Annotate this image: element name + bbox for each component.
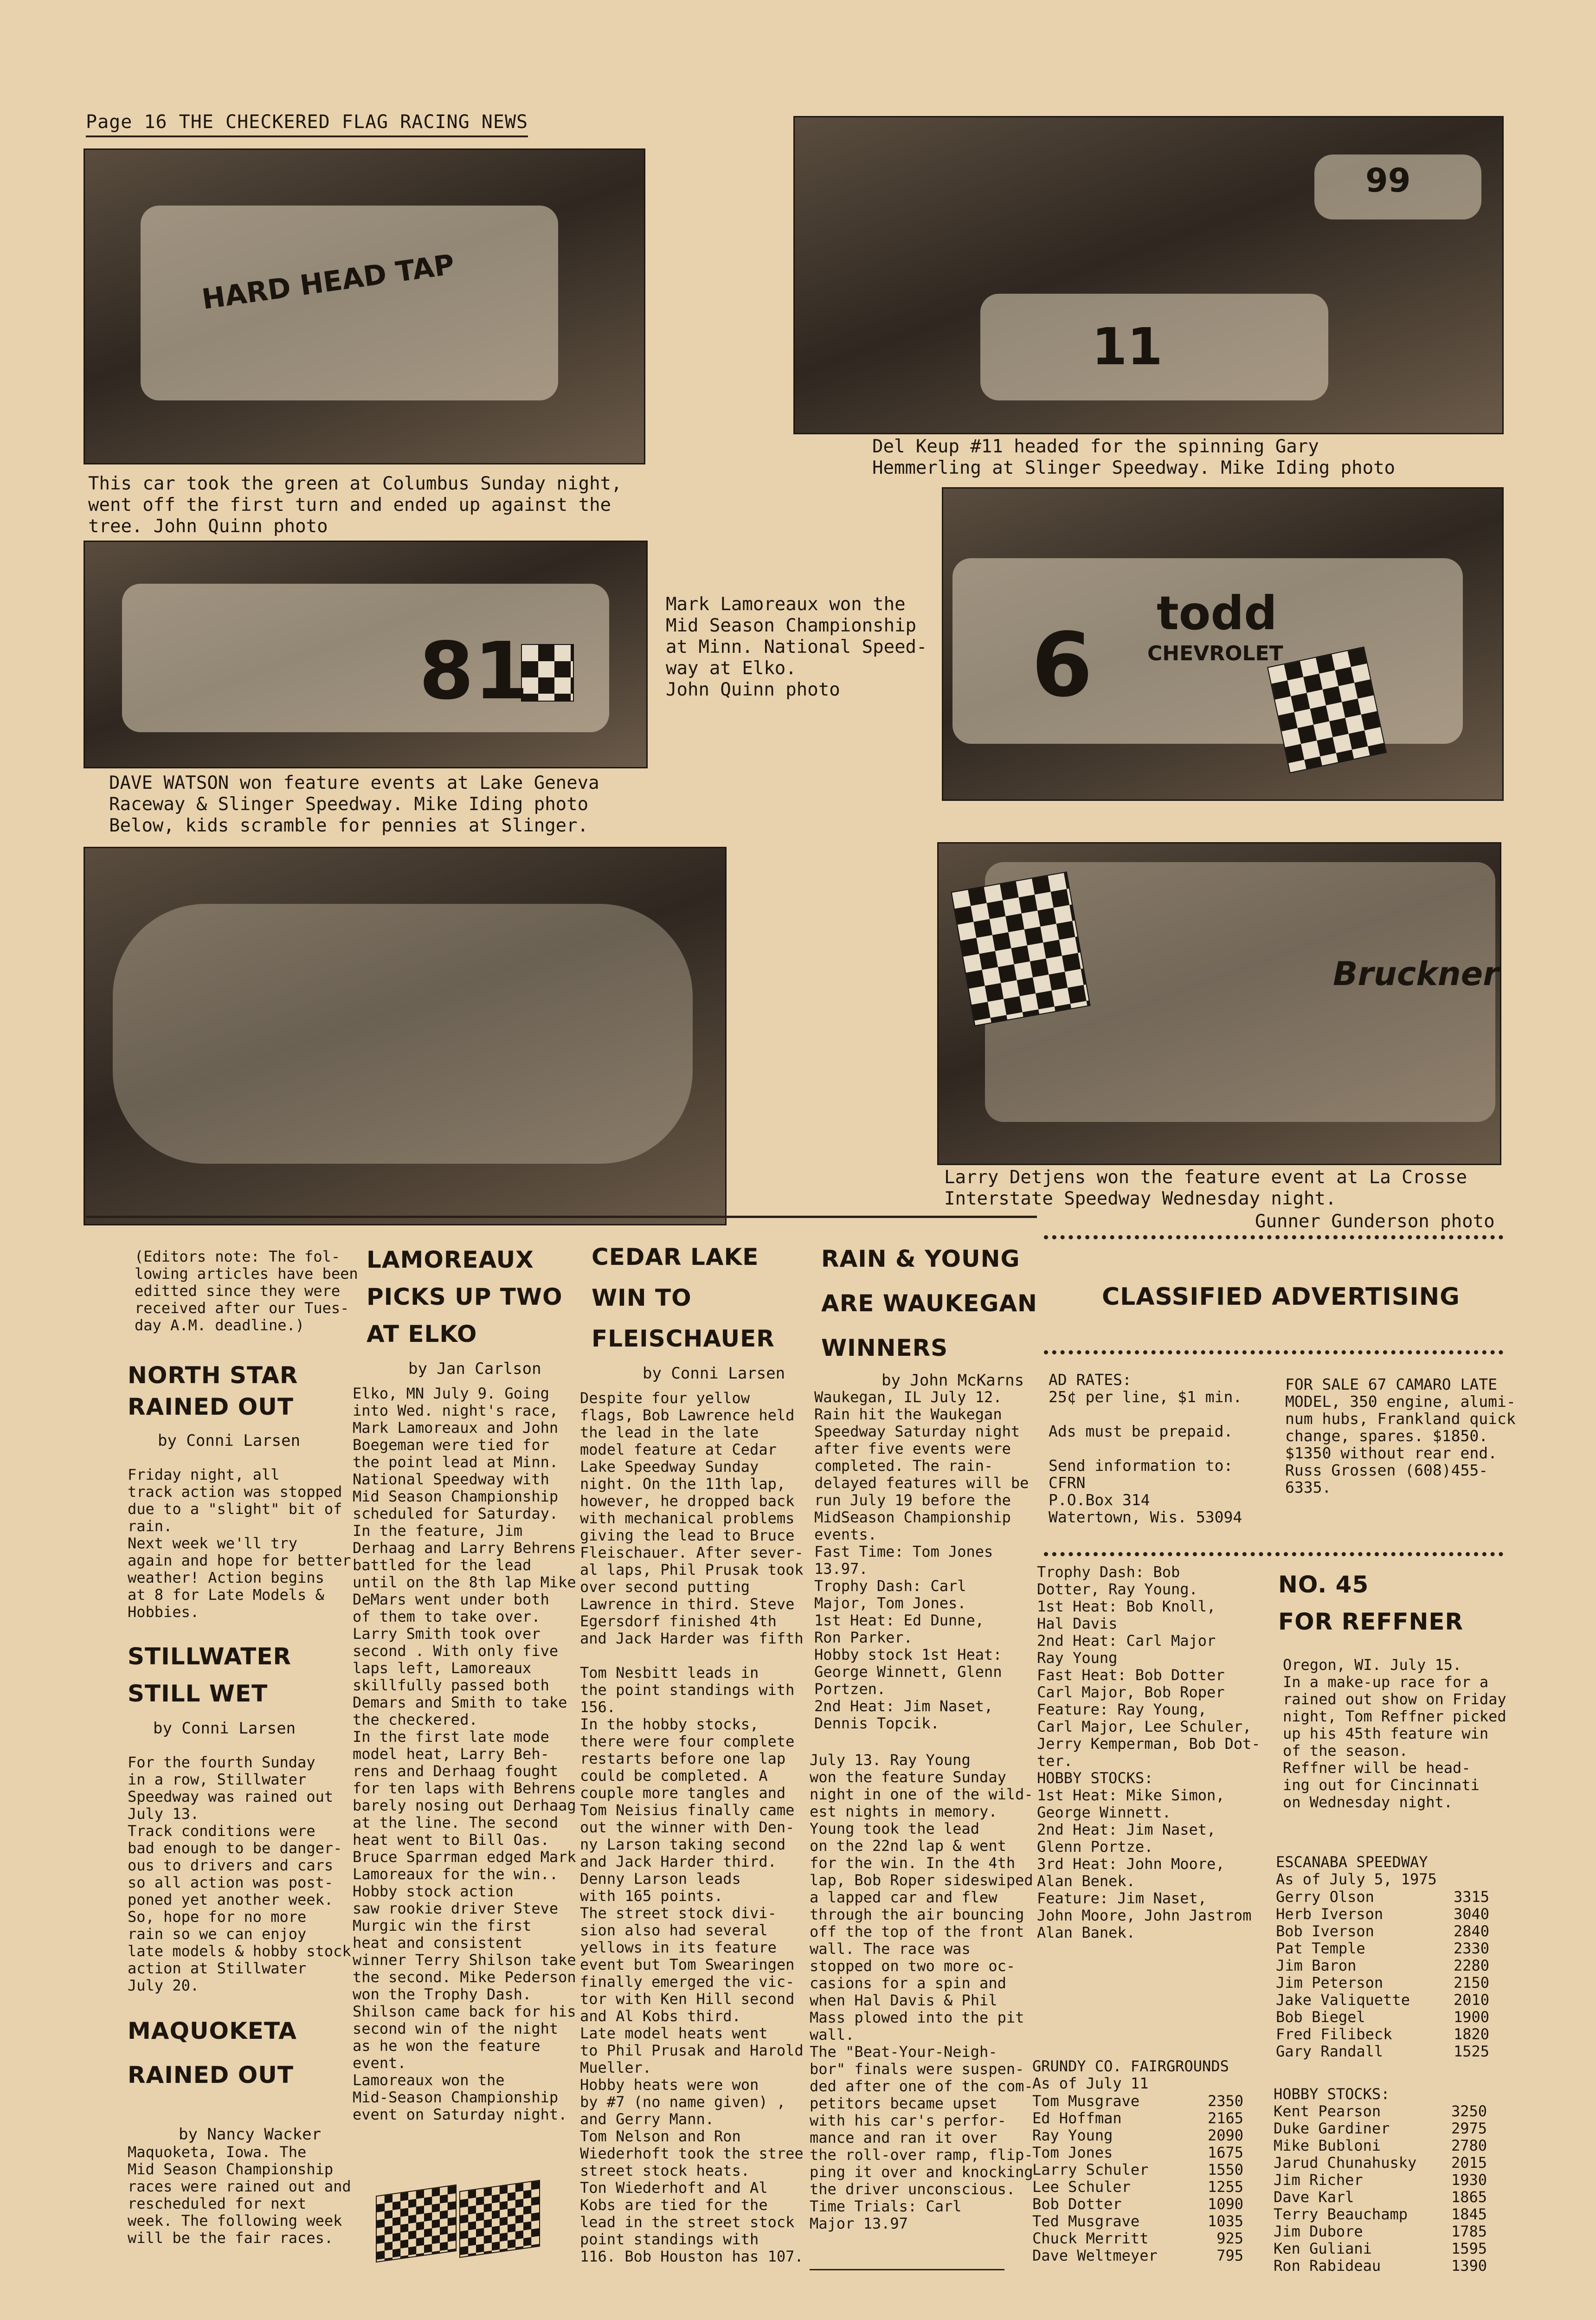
lamoreaux-body: Elko, MN July 9. Going into Wed. night's race, Mark Lamoreaux and John Boegeman were tied for the point lead at Minn. National Speedway with Mid Season Championship scheduled for Saturday. In the feature, Jim Derhaag and Larry Behrens battled for the lead until on the 8th lap Mike DeMars went under both of them to take over. Larry Smith took over second . With only five laps left, Lamoreaux skillfully passed both Demars and Smith to take the checkered. In the first late mode model heat, Larry Beh- rens and Derhaag fought for ten laps with Behrens barely nosing out Derhaag at the line. The second heat went to Bill Oas. Bruce Sparrman edged Mark Lamoreaux for the win.. Hobby stock action saw rookie driver Steve Murgic win the first heat and consistent winner Terry Shilson take the second. Mike Pederson won the Trophy Dash. Shilson came back for his second win of the night as he won the feature event. Lamoreaux won the Mid-Season Championship event on Saturday night.	[353, 1385, 576, 2123]
driver-name: Bob Dotter	[1032, 2195, 1122, 2213]
stillwater-byline: by Conni Larsen	[153, 1719, 296, 1738]
driver-points: 2330	[1453, 1940, 1489, 1957]
standings-row	[1032, 2127, 1243, 2144]
car-lettering: todd	[1157, 586, 1277, 640]
waukegan-headline: RAIN & YOUNG ARE WAUKEGAN WINNERS	[821, 1245, 1037, 1361]
driver-points: 2010	[1453, 1991, 1489, 2009]
driver-name: Ken Guliani	[1274, 2240, 1372, 2257]
car-number: 11	[1092, 317, 1163, 376]
waukegan-body-2: July 13. Ray Young won the feature Sunday night in one of the wild- est nights in memory. Young took the lead on the 22nd lap & went for the win. In the 4th lap, Bob Roper sideswiped a lapped car and flew through the air bouncing off the top of the front wall. The race was stopped on two more oc- casions for a spin and when Hal Davis & Phil Mass plowed into the pit wall. The "Beat-Your-Neigh- bor" finals were suspen- ded after one of the com- petitors became upset with his car's perfor- mance and ran it over the roll-over ramp, flip- ping it over and knocking the driver unconscious. Time Trials: Carl Major 13.97	[810, 1751, 1033, 2232]
north-star-headline: NORTH STAR RAINED OUT	[128, 1362, 298, 1420]
waukegan-results: Trophy Dash: Bob Dotter, Ray Young. 1st Heat: Bob Knoll, Hal Davis 2nd Heat: Carl Major Ray Young Fast Heat: Bob Dotter Carl Major, Bob Roper Feature: Ray Young, Carl Major, Lee Schuler, Jerry Kemperman, Bob Dot- ter. HOBBY STOCKS: 1st Heat: Mike Simon, George Winnett. 2nd Heat: Jim Naset, Glenn Portze. 3rd Heat: John Moore, Alan Benek. Feature: Jim Naset, John Moore, John Jastrom Alan Banek.	[1037, 1563, 1261, 1941]
standings-row	[1274, 2103, 1487, 2120]
driver-name: Jarud Chunahusky	[1274, 2154, 1417, 2172]
checkered-flag	[521, 644, 574, 702]
standings-row	[1274, 2172, 1487, 2189]
stillwater-headline: STILLWATER STILL WET	[128, 1643, 292, 1707]
driver-points: 2165	[1207, 2109, 1243, 2127]
photo-watson-81	[84, 541, 648, 768]
lamoreaux-byline: by Jan Carlson	[408, 1360, 541, 1378]
caption-watson: DAVE WATSON won feature events at Lake Geneva Raceway & Slinger Speedway. Mike Iding photo Below, kids scramble for pennies at Slinger.	[109, 773, 599, 836]
hobby-title: HOBBY STOCKS:	[1274, 2085, 1390, 2103]
driver-name: Jake Valiquette	[1276, 1991, 1410, 2009]
car-lettering: CHEVROLET	[1147, 642, 1283, 665]
section-divider	[86, 1216, 1037, 1218]
car-number: 99	[1365, 161, 1411, 200]
standings-row	[1274, 2137, 1487, 2154]
driver-name: Bob Iverson	[1276, 1922, 1374, 1940]
standings-row	[1276, 1923, 1489, 1940]
lamoreaux-headline: LAMOREAUX PICKS UP TWO AT ELKO	[367, 1246, 563, 1347]
standings-row	[1274, 2189, 1487, 2206]
standings-row	[1276, 2009, 1489, 2026]
waukegan-body-1: Waukegan, IL July 12. Rain hit the Waukegan Speedway Saturday night after five events were completed. The rain- delayed features will be run July 19 before the MidSeason Championship events. Fast Time: Tom Jones 13.97. Trophy Dash: Carl Major, Tom Jones. 1st Heat: Ed Dunne, Ron Parker. Hobby stock 1st Heat: George Winnett, Glenn Portzen. 2nd Heat: Jim Naset, Dennis Topcik.	[814, 1388, 1029, 1732]
car-number: 81	[419, 625, 529, 717]
driver-points: 1035	[1207, 2212, 1243, 2230]
dotted-divider	[1044, 1552, 1503, 1556]
driver-name: Mike Bubloni	[1274, 2137, 1381, 2154]
driver-points: 1865	[1451, 2188, 1487, 2206]
photo-columbus-crash	[84, 148, 645, 464]
driver-name: Herb Iverson	[1276, 1905, 1384, 1923]
standings-row	[1274, 2257, 1487, 2275]
driver-points: 2015	[1451, 2154, 1487, 2172]
escanaba-title: ESCANABA SPEEDWAY As of July 5, 1975	[1276, 1853, 1437, 1888]
driver-points: 1930	[1451, 2171, 1487, 2189]
driver-name: Larry Schuler	[1032, 2161, 1149, 2178]
driver-name: Gerry Olson	[1276, 1888, 1374, 1906]
driver-points: 2280	[1453, 1957, 1489, 1974]
standings-row	[1274, 2223, 1487, 2240]
standings-row	[1032, 2110, 1243, 2127]
driver-points: 2840	[1453, 1922, 1489, 1940]
standings-row	[1276, 1940, 1489, 1957]
standings-row	[1032, 2144, 1243, 2161]
north-star-body: Friday night, all track action was stopped due to a "slight" bit of rain. Next week we'll try again and hope for better weather! Action begins at 8 for Late Models & Hobbies.	[128, 1466, 351, 1621]
driver-name: Pat Temple	[1276, 1940, 1365, 1957]
driver-points: 1820	[1453, 2025, 1489, 2043]
checkered-flag	[951, 871, 1090, 1026]
driver-points: 1900	[1453, 2008, 1489, 2026]
driver-name: Dave Karl	[1274, 2188, 1354, 2206]
standings-row	[1276, 1974, 1489, 1991]
standings-row	[1032, 2213, 1243, 2230]
car-lettering: Bruckner	[1333, 955, 1499, 993]
standings-row	[1276, 1888, 1489, 1906]
standings-row	[1276, 1957, 1489, 1974]
grundy-standings	[1032, 2093, 1243, 2264]
caption-detjens-credit: Gunner Gunderson photo	[1255, 1211, 1495, 1232]
photo-keup-spin	[793, 116, 1504, 434]
reffner-headline: NO. 45 FOR REFFNER	[1278, 1571, 1464, 1635]
standings-row	[1276, 2043, 1489, 2060]
driver-points: 1845	[1451, 2205, 1487, 2223]
photo-kids-pennies	[84, 847, 727, 1225]
driver-points: 2975	[1451, 2120, 1487, 2137]
driver-name: Tom Musgrave	[1032, 2092, 1140, 2110]
driver-name: Jim Baron	[1276, 1957, 1357, 1974]
standings-row	[1274, 2120, 1487, 2137]
stillwater-body: For the fourth Sunday in a row, Stillwater Speedway was rained out July 13. Track conditions were bad enough to be danger- ous to drivers and cars so all action was post- poned yet another week. So, hope for no more rain so we can enjoy late models & hobby stock action at Stillwater July 20.	[128, 1753, 351, 1994]
standings-row	[1032, 2161, 1243, 2178]
dotted-divider	[1044, 1235, 1503, 1239]
checkered-flag-icon	[459, 2180, 540, 2258]
driver-name: Ed Hoffman	[1032, 2109, 1122, 2127]
cedar-lake-byline: by Conni Larsen	[643, 1364, 785, 1383]
driver-name: Jim Peterson	[1276, 1974, 1384, 1991]
standings-row	[1274, 2240, 1487, 2257]
driver-points: 1550	[1207, 2161, 1243, 2178]
driver-name: Dave Weltmeyer	[1032, 2247, 1158, 2264]
page-header: Page 16 THE CHECKERED FLAG RACING NEWS	[86, 111, 528, 137]
editors-note: (Editors note: The fol- lowing articles have been editted since they were received after our Tues- day A.M. deadline.)	[135, 1248, 358, 1334]
waukegan-byline: by John McKarns	[882, 1371, 1024, 1390]
driver-points: 1785	[1451, 2223, 1487, 2240]
driver-name: Lee Schuler	[1032, 2178, 1131, 2196]
maquoketa-body: Maquoketa, Iowa. The Mid Season Championship races were rained out and rescheduled for next week. The following week will be the fair races.	[128, 2143, 351, 2247]
standings-row	[1032, 2196, 1243, 2213]
driver-points: 1390	[1451, 2257, 1487, 2275]
caption-detjens: Larry Detjens won the feature event at La Crosse Interstate Speedway Wednesday night.	[944, 1167, 1467, 1209]
maquoketa-headline: MAQUOKETA RAINED OUT	[128, 2017, 297, 2088]
grundy-title: GRUNDY CO. FAIRGROUNDS As of July 11	[1032, 2057, 1229, 2092]
driver-name: Tom Jones	[1032, 2144, 1113, 2161]
cedar-lake-body: Despite four yellow flags, Bob Lawrence held the lead in the late model feature at Cedar Lake Speedway Sunday night. On the 11th lap, however, he dropped back with mechanical problems giving the lead to Bruce Fleischauer. After sever- al laps, Phil Prusak took over second putting Lawrence in third. Steve Egersdorf finished 4th and Jack Harder was fifth Tom Nesbitt leads in the point standings with 156. In the hobby stocks, there were four complete restarts before one lap could be completed. A couple more tangles and Tom Neisius finally came out the winner with Den- ny Larson taking second and Jack Harder third. Denny Larson leads with 165 points. The street stock divi- sion also had several yellows in its feature event but Tom Swearingen finally emerged the vic- tor with Ken Hill second and Al Kobs third. Late model heats went to Phil Prusak and Harold Mueller. Hobby heats were won by #7 (no name given) , and Gerry Mann. Tom Nelson and Ron Wiederhoft took the stree street stock heats. Ton Wiederhoft and Al Kobs are tied for the lead in the street stock point standings with 116. Bob Houston has 107.	[580, 1389, 804, 2265]
driver-name: Ted Musgrave	[1032, 2212, 1140, 2230]
standings-row	[1032, 2247, 1243, 2264]
for-sale-ad: FOR SALE 67 CAMARO LATE MODEL, 350 engine, alumi- num hubs, Frankland quick change, spares. $1850. $1350 without rear end. Russ Grossen (608)455- 6335.	[1285, 1375, 1516, 1496]
driver-name: Chuck Merritt	[1032, 2230, 1149, 2247]
maquoketa-byline: by Nancy Wacker	[179, 2125, 322, 2144]
north-star-byline: by Conni Larsen	[158, 1431, 301, 1450]
standings-row	[1276, 2026, 1489, 2043]
caption-keup: Del Keup #11 headed for the spinning Gary Hemmerling at Slinger Speedway. Mike Iding photo	[872, 436, 1396, 478]
dotted-divider	[1044, 1350, 1503, 1354]
cedar-lake-headline: CEDAR LAKE WIN TO FLEISCHAUER	[592, 1244, 775, 1352]
ad-rates: AD RATES: 25¢ per line, $1 min. Ads must be prepaid. Send information to: CFRN P.O.Box 314 Watertown, Wis. 53094	[1049, 1371, 1242, 1526]
hobby-standings	[1274, 2103, 1487, 2275]
photo-lamoreaux-todd	[942, 487, 1504, 801]
column-end-rule	[810, 2269, 1004, 2270]
driver-points: 2090	[1207, 2127, 1243, 2144]
car-number: 6	[1031, 614, 1093, 716]
crowd-shape	[113, 904, 693, 1164]
caption-lamoreaux: Mark Lamoreaux won the Mid Season Championship at Minn. National Speed- way at Elko. John Quinn photo	[666, 594, 927, 700]
driver-points: 2780	[1451, 2137, 1487, 2154]
standings-row	[1032, 2093, 1243, 2110]
driver-points: 1595	[1451, 2240, 1487, 2257]
photo-detjens	[937, 842, 1501, 1165]
driver-name: Ray Young	[1032, 2127, 1113, 2144]
driver-name: Terry Beauchamp	[1274, 2205, 1408, 2223]
driver-name: Jim Dubore	[1274, 2223, 1363, 2240]
driver-name: Duke Gardiner	[1274, 2120, 1390, 2137]
driver-points: 3040	[1453, 1905, 1489, 1923]
driver-name: Kent Pearson	[1274, 2102, 1381, 2120]
caption-columbus: This car took the green at Columbus Sunday night, went off the first turn and ended up against the tree. John Quinn photo	[88, 473, 622, 537]
checkered-flag-icon	[376, 2185, 457, 2262]
driver-points: 1255	[1207, 2178, 1243, 2196]
driver-name: Gary Randall	[1276, 2043, 1384, 2060]
driver-points: 1675	[1207, 2144, 1243, 2161]
driver-points: 1525	[1453, 2043, 1489, 2060]
driver-name: Fred Filibeck	[1276, 2025, 1392, 2043]
driver-points: 3250	[1451, 2102, 1487, 2120]
driver-name: Ron Rabideau	[1274, 2257, 1381, 2275]
standings-row	[1032, 2178, 1243, 2196]
classified-headline: CLASSIFIED ADVERTISING	[1102, 1283, 1460, 1311]
driver-name: Jim Richer	[1274, 2171, 1363, 2189]
driver-points: 1090	[1207, 2195, 1243, 2213]
reffner-body: Oregon, WI. July 15. In a make-up race for a rained out show on Friday night, Tom Reffner picked up his 45th feature win of the season. Reffner will be head- ing out for Cincinnati on Wednesday night.	[1283, 1656, 1506, 1811]
standings-row	[1274, 2154, 1487, 2172]
driver-points: 925	[1216, 2230, 1243, 2247]
driver-points: 3315	[1453, 1888, 1489, 1906]
driver-name: Bob Biegel	[1276, 2008, 1365, 2026]
standings-row	[1276, 1906, 1489, 1923]
standings-row	[1274, 2206, 1487, 2223]
driver-points: 795	[1216, 2247, 1243, 2264]
driver-points: 2350	[1207, 2092, 1243, 2110]
car-lettering: HARD HEAD TAP	[200, 248, 457, 316]
standings-row	[1032, 2230, 1243, 2247]
standings-row	[1276, 1991, 1489, 2009]
escanaba-standings	[1276, 1888, 1489, 2060]
driver-points: 2150	[1453, 1974, 1489, 1991]
